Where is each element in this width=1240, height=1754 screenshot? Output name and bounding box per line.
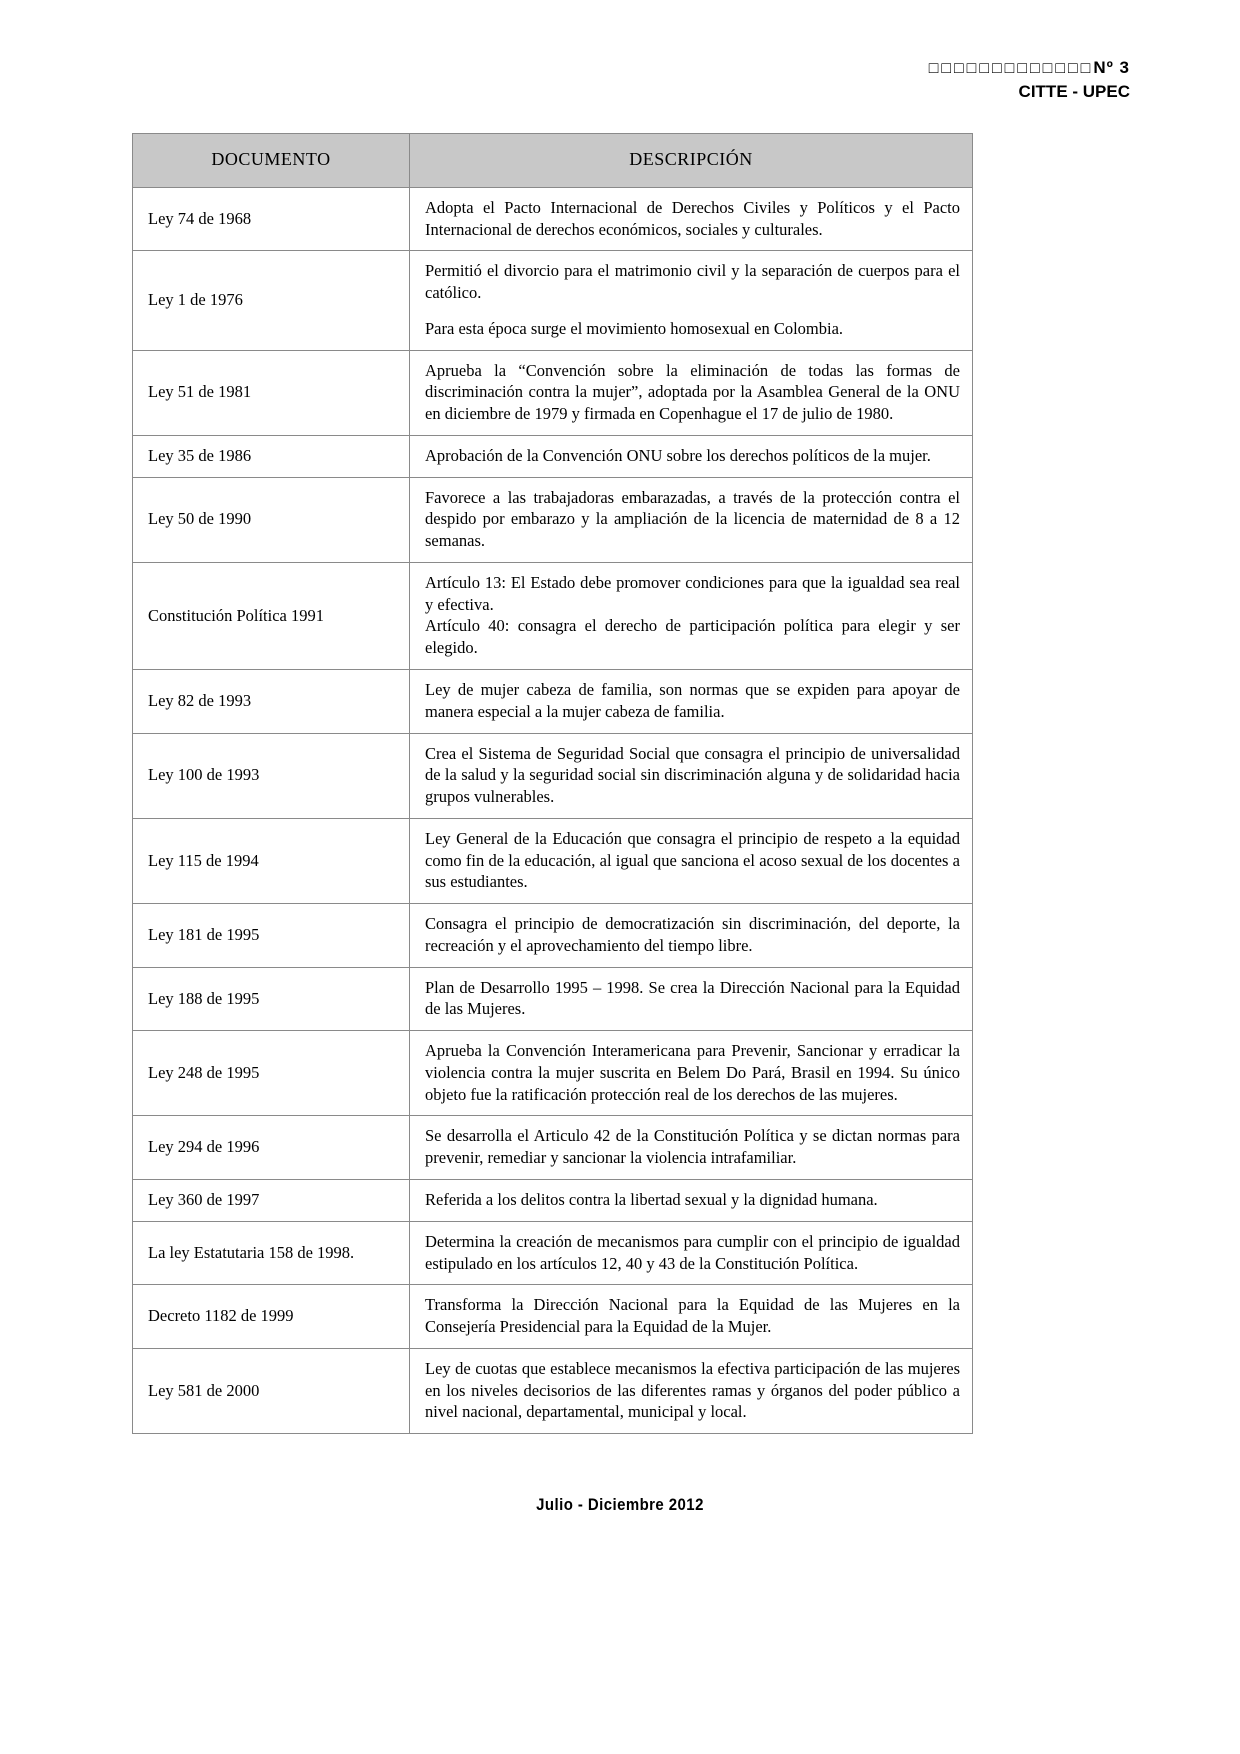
cell-descripcion [410,251,973,350]
cell-descripcion [410,670,973,734]
cell-documento: Ley 1 de 1976 [133,251,410,350]
cell-documento: Ley 50 de 1990 [133,477,410,562]
cell-documento: Ley 74 de 1968 [133,187,410,251]
descripcion-paragraph: Ley General de la Educación que consagra el principio de respeto a la equidad como fin de la educación, al igual que sanciona el acoso sexual de los docentes a sus estudiantes. [425,828,960,892]
descripcion-paragraph: Favorece a las trabajadoras embarazadas, a través de la protección contra el despido por embarazo y la ampliación de la licencia de maternidad de 8 a 12 semanas. [425,487,960,551]
descripcion-paragraph: Artículo 40: consagra el derecho de participación política para elegir y ser elegido. [425,616,960,658]
cell-descripcion [410,818,973,903]
table-row [133,818,973,903]
cell-documento: Ley 181 de 1995 [133,904,410,968]
cell-documento: Ley 51 de 1981 [133,350,410,435]
descripcion-paragraph: Aprueba la Convención Interamericana para Prevenir, Sancionar y erradicar la violencia contra la mujer suscrita en Belem Do Pará, Brasil en 1994. Su único objeto fue la ratificación protección real de los derechos de las mujeres. [425,1041,960,1104]
header-issue-number: Nº 3 [1093,58,1130,77]
descripcion-paragraph: Artículo 13: El Estado debe promover condiciones para que la igualdad sea real y efectiva. [425,572,960,614]
table-row [133,1116,973,1180]
descripcion-paragraph: Ley de cuotas que establece mecanismos la efectiva participación de las mujeres en los niveles decisorios de las diferentes ramas y órganos del poder público a nivel nacional, departamental, municipal y local. [425,1358,960,1422]
descripcion-paragraph: Permitió el divorcio para el matrimonio civil y la separación de cuerpos para el católico. [425,261,960,303]
table-header-row [133,134,973,188]
cell-descripcion [410,1348,973,1433]
cell-documento: Ley 294 de 1996 [133,1116,410,1180]
page-footer: Julio - Diciembre 2012 [536,1495,704,1514]
descripcion-paragraph: Aprobación de la Convención ONU sobre los derechos políticos de la mujer. [425,445,931,465]
cell-documento: Ley 581 de 2000 [133,1348,410,1433]
descripcion-paragraph: Plan de Desarrollo 1995 – 1998. Se crea la Dirección Nacional para la Equidad de las Mujeres. [425,977,960,1019]
cell-descripcion [410,187,973,251]
descripcion-paragraph: Adopta el Pacto Internacional de Derechos Civiles y Políticos y el Pacto Internacional de derechos económicos, sociales y culturales. [425,197,960,239]
column-header-descripcion: DESCRIPCIÓN [410,134,973,188]
descripcion-paragraph: Determina la creación de mecanismos para cumplir con el principio de igualdad estipulado en los artículos 12, 40 y 43 de la Constitución Política. [425,1231,960,1273]
header-organization: CITTE - UPEC [1018,82,1130,101]
table-row [133,670,973,734]
table-row [133,477,973,562]
table-row [133,562,973,669]
cell-documento: La ley Estatutaria 158 de 1998. [133,1221,410,1285]
header-placeholder-boxes: □□□□□□□□□□□□□ [928,60,1094,77]
header-issue-line [929,58,1130,78]
descripcion-paragraph: Ley de mujer cabeza de familia, son normas que se expiden para apoyar de manera especial a la mujer cabeza de familia. [425,680,960,721]
table-row [133,1285,973,1349]
cell-documento: Ley 248 de 1995 [133,1031,410,1116]
descripcion-paragraph: Aprueba la “Convención sobre la eliminación de todas las formas de discriminación contra la mujer”, adoptada por la Asamblea General de la ONU en diciembre de 1979 y firmada en Copenhague el 17 de julio de 1980. [425,360,960,424]
table-row [133,187,973,251]
cell-documento: Ley 35 de 1986 [133,435,410,477]
table-body [133,187,973,1433]
table-row [133,904,973,968]
column-header-documento: DOCUMENTO [133,134,410,188]
documents-table [132,133,973,1434]
descripcion-paragraph: Crea el Sistema de Seguridad Social que consagra el principio de universalidad de la salud y la seguridad social sin discriminación alguna y de solidaridad hacia grupos vulnerables. [425,743,960,807]
cell-descripcion [410,1180,973,1222]
cell-descripcion [410,350,973,435]
cell-descripcion [410,904,973,968]
table-row [133,435,973,477]
cell-descripcion [410,477,973,562]
cell-documento: Constitución Política 1991 [133,562,410,669]
table-row [133,1221,973,1285]
cell-descripcion [410,435,973,477]
cell-descripcion [410,562,973,669]
page-header [929,58,1130,102]
table-row [133,1031,973,1116]
cell-documento: Decreto 1182 de 1999 [133,1285,410,1349]
cell-descripcion [410,1285,973,1349]
descripcion-paragraph: Consagra el principio de democratización sin discriminación, del deporte, la recreación y el aprovechamiento del tiempo libre. [425,914,960,955]
table-row [133,1348,973,1433]
table-row [133,1180,973,1222]
cell-descripcion [410,1221,973,1285]
descripcion-paragraph: Para esta época surge el movimiento homosexual en Colombia. [425,318,844,338]
descripcion-paragraph: Referida a los delitos contra la libertad sexual y la dignidad humana. [425,1190,878,1210]
table-row [133,350,973,435]
cell-descripcion [410,733,973,818]
descripcion-paragraph: Transforma la Dirección Nacional para la Equidad de las Mujeres en la Consejería Presidencial para la Equidad de la Mujer. [425,1295,960,1337]
cell-documento: Ley 188 de 1995 [133,967,410,1031]
table-row [133,733,973,818]
cell-documento: Ley 115 de 1994 [133,818,410,903]
descripcion-paragraph: Se desarrolla el Articulo 42 de la Constitución Política y se dictan normas para prevenir, remediar y sancionar la violencia intrafamiliar. [425,1126,960,1168]
cell-descripcion [410,1031,973,1116]
cell-descripcion [410,967,973,1031]
table-row [133,251,973,350]
table-row [133,967,973,1031]
cell-documento: Ley 82 de 1993 [133,670,410,734]
cell-documento: Ley 360 de 1997 [133,1180,410,1222]
cell-descripcion [410,1116,973,1180]
cell-documento: Ley 100 de 1993 [133,733,410,818]
